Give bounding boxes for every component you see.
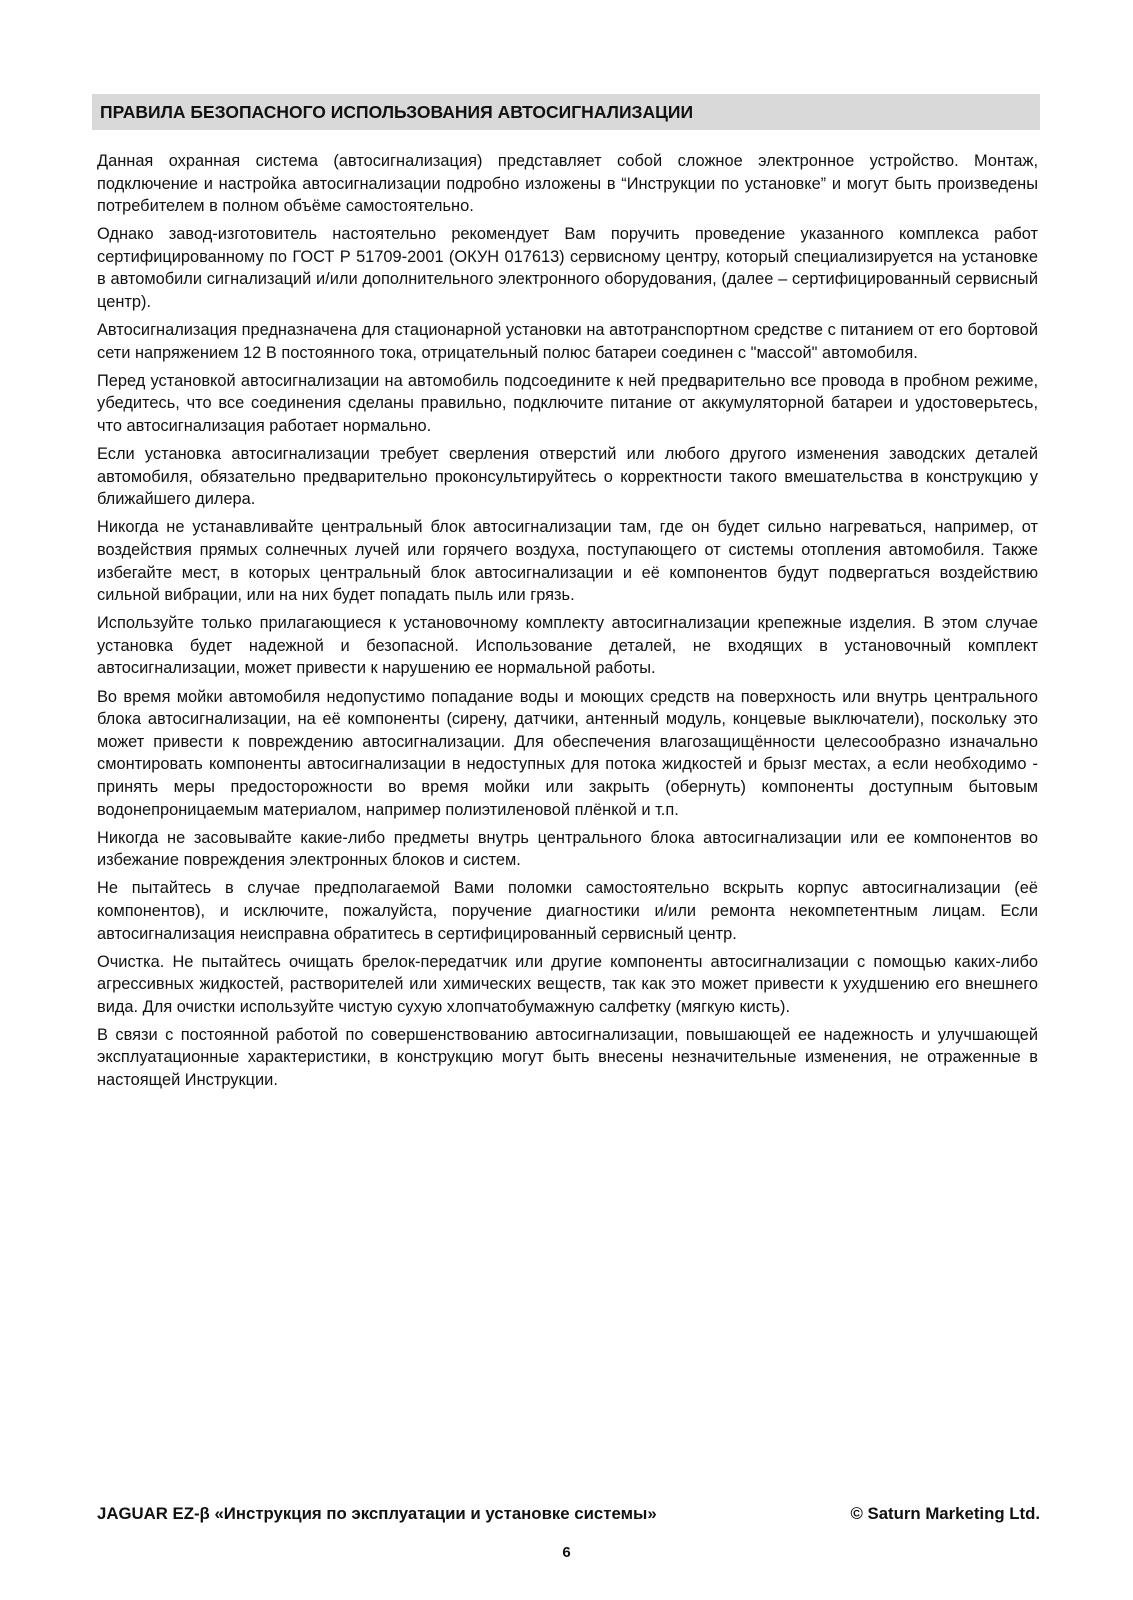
paragraph-4: Перед установкой автосигнализации на автомобиль подсоедините к ней предварительно все провода в пробном режиме, убедитесь, что все соединения сделаны правильно, подключите питание от аккумуляторной батареи и удостоверьтесь, что автосигнализация работает нормально.: [97, 371, 1038, 436]
paragraph-12: В связи с постоянной работой по совершенствованию автосигнализации, повышающей ее надежность и улучшающей эксплуатационные характеристики, в конструкцию могут быть внесены незначительные изменения, не отраженные в настоящей Инструкции.: [97, 1025, 1038, 1090]
section-header: [92, 94, 1040, 130]
section-title: ПРАВИЛА БЕЗОПАСНОГО ИСПОЛЬЗОВАНИЯ АВТОСИГНАЛИЗАЦИИ: [100, 101, 694, 122]
document-body: [97, 150, 1038, 1097]
page-number: 6: [562, 1544, 571, 1561]
page-footer: [97, 1504, 1040, 1524]
paragraph-2: Однако завод-изготовитель настоятельно рекомендует Вам поручить проведение указанного комплекса работ сертифицированному по ГОСТ Р 51709-2001 (ОКУН 017613) сервисному центру, который специализируется на установке в автомобили сигнализаций и/или дополнительного электронного оборудования, (далее – сертифицированный сервисный центр).: [97, 225, 1038, 312]
paragraph-9: Никогда не засовывайте какие-либо предметы внутрь центрального блока автосигнализации или ее компонентов во избежание повреждения электронных блоков и систем.: [97, 828, 1038, 870]
paragraph-3: Автосигнализация предназначена для стационарной установки на автотранспортном средстве с питанием от его бортовой сети напряжением 12 В постоянного тока, отрицательный полюс батареи соединен с "массой" автомобиля.: [97, 321, 1038, 362]
paragraph-6: Никогда не устанавливайте центральный блок автосигнализации там, где он будет сильно нагреваться, например, от воздействия прямых солнечных лучей или горячего воздуха, поступающего от системы отопления автомобиля. Также избегайте мест, в которых центральный блок автосигнализации и её компонентов будут подвергаться воздействию сильной вибрации, или на них будет попадать пыль или грязь.: [97, 518, 1038, 605]
paragraph-8: Во время мойки автомобиля недопустимо попадание воды и моющих средств на поверхность или внутрь центрального блока автосигнализации, на её компоненты (сирену, датчики, антенный модуль, концевые выключатели), поскольку это может привести к повреждению автосигнализации. Для обеспечения влагозащищённости целесообразно изначально смонтировать компоненты автосигнализации в недоступных для потока жидкостей и брызг местах, а если необходимо - принять меры предосторожности во время мойки или закрыть (обернуть) компоненты доступным бытовым водонепроницаемым материалом, например полиэтиленовой плёнкой и т.п.: [97, 687, 1038, 819]
footer-copyright: © Saturn Marketing Ltd.: [850, 1504, 1040, 1523]
paragraph-5: Если установка автосигнализации требует сверления отверстий или любого другого изменения заводских деталей автомобиля, обязательно предварительно проконсультируйтесь о корректности такого вмешательства в конструкцию у ближайшего дилера.: [97, 445, 1038, 509]
paragraph-11: Очистка. Не пытайтесь очищать брелок-передатчик или другие компоненты автосигнализации с помощью каких-либо агрессивных жидкостей, растворителей или химических веществ, так как это может привести к ухудшению его внешнего вида. Для очистки используйте чистую сухую хлопчатобумажную салфетку (мягкую кисть).: [97, 952, 1038, 1016]
paragraph-10: Не пытайтесь в случае предполагаемой Вами поломки самостоятельно вскрыть корпус автосигнализации (её компонентов), и исключите, пожалуйста, поручение диагностики и/или ремонта некомпетентным лицам. Если автосигнализация неисправна обратитесь в сертифицированный сервисный центр.: [97, 879, 1038, 943]
footer-document-title: JAGUAR EZ-β «Инструкция по эксплуатации и установке системы»: [97, 1504, 657, 1523]
paragraph-1: Данная охранная система (автосигнализация) представляет собой сложное электронное устройство. Монтаж, подключение и настройка автосигнализации подробно изложены в “Инструкции по установке” и могут быть произведены потребителем в полном объёме самостоятельно.: [97, 152, 1038, 216]
paragraph-7: Используйте только прилагающиеся к установочному комплекту автосигнализации крепежные изделия. В этом случае установка будет надежной и безопасной. Использование деталей, не входящих в установочный комплект автосигнализации, может привести к нарушению ее нормальной работы.: [97, 614, 1038, 678]
